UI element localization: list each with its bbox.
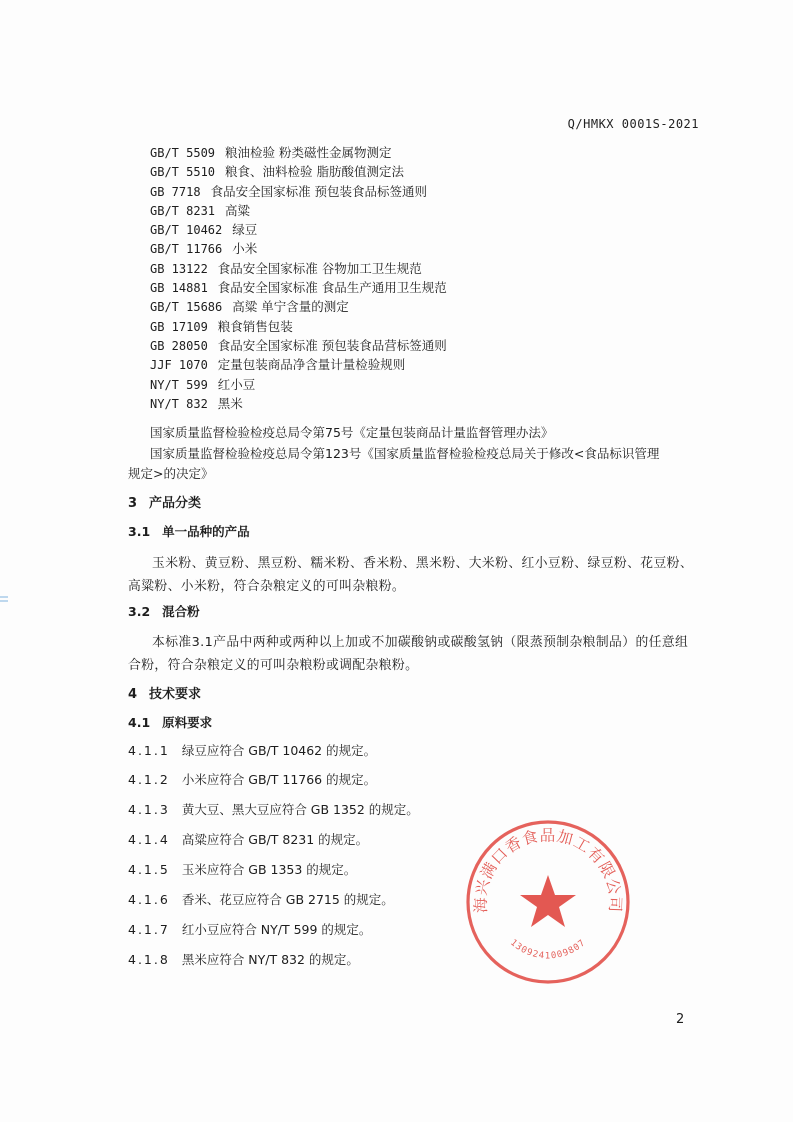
page-number: 2 bbox=[676, 1012, 685, 1027]
section-title: 单一品种的产品 bbox=[162, 524, 250, 539]
requirement-item bbox=[128, 741, 376, 759]
seal-number: 1309241009807 bbox=[508, 937, 588, 962]
section-3-2-paragraph: 本标准3.1产品中两种或两种以上加或不加碳酸钠或碳酸氢钠（限蒸预制杂粮制品）的任意组合粉，符合杂粮定义的可叫杂粮粉或调配杂粮粉。 bbox=[128, 635, 689, 673]
reference-code: GB 7718 bbox=[150, 184, 201, 199]
reference-title: 黑米 bbox=[217, 395, 243, 411]
reference-code: GB 17109 bbox=[150, 319, 208, 334]
reference-item bbox=[150, 317, 710, 336]
reference-item bbox=[150, 143, 710, 162]
requirement-text: 黑米应符合 NY/T 832 的规定。 bbox=[181, 952, 359, 967]
section-3-heading bbox=[128, 492, 201, 511]
requirement-item bbox=[128, 830, 368, 848]
reference-code: NY/T 832 bbox=[150, 396, 208, 411]
reference-item bbox=[150, 394, 710, 413]
reference-code: GB/T 8231 bbox=[150, 203, 216, 218]
margin-mark bbox=[0, 596, 8, 602]
reference-list bbox=[150, 143, 710, 413]
section-number: 4.1 bbox=[128, 715, 151, 730]
reference-title: 食品安全国家标准 预包装食品营标签通则 bbox=[217, 337, 447, 353]
requirement-number: 4.1.4 bbox=[128, 832, 170, 847]
requirement-text: 小米应符合 GB/T 11766 的规定。 bbox=[181, 772, 377, 787]
reference-item bbox=[150, 259, 710, 278]
reference-title: 食品安全国家标准 预包装食品标签通则 bbox=[210, 183, 428, 199]
reference-item bbox=[150, 355, 710, 374]
section-4-1-heading bbox=[128, 713, 212, 731]
section-number: 4 bbox=[128, 687, 138, 702]
section-number: 3.1 bbox=[128, 524, 151, 539]
reference-item bbox=[150, 162, 710, 181]
requirement-text: 玉米应符合 GB 1353 的规定。 bbox=[181, 862, 357, 877]
requirement-item bbox=[128, 890, 394, 908]
reference-item bbox=[150, 297, 710, 316]
requirement-number: 4.1.5 bbox=[128, 862, 170, 877]
section-3-1-paragraph: 玉米粉、黄豆粉、黑豆粉、糯米粉、香米粉、黑米粉、大米粉、红小豆粉、绿豆粉、花豆粉、高粱粉、小米粉，符合杂粮定义的可叫杂粮粉。 bbox=[128, 556, 694, 594]
reference-title: 高粱 单宁含量的测定 bbox=[232, 299, 349, 315]
reference-code: GB/T 5510 bbox=[150, 165, 216, 180]
seal-star-icon bbox=[520, 875, 576, 927]
reference-item bbox=[150, 201, 710, 220]
reference-item bbox=[150, 182, 710, 201]
requirement-text: 黄大豆、黑大豆应符合 GB 1352 的规定。 bbox=[181, 802, 419, 817]
section-title: 技术要求 bbox=[149, 687, 202, 702]
requirement-item bbox=[128, 800, 419, 818]
reference-item bbox=[150, 278, 710, 297]
reference-item bbox=[150, 220, 710, 239]
reference-code: GB/T 5509 bbox=[150, 146, 216, 160]
section-3-1-heading bbox=[128, 522, 250, 540]
requirement-number: 4.1.6 bbox=[128, 892, 170, 907]
reference-title: 高粱 bbox=[225, 202, 251, 218]
document-code: Q/HMKX 0001S-2021 bbox=[567, 117, 699, 131]
reference-code: JJF 1070 bbox=[150, 358, 208, 373]
reference-title: 食品安全国家标准 食品生产通用卫生规范 bbox=[217, 280, 447, 296]
reference-code: GB 13122 bbox=[150, 261, 208, 276]
decree-123 bbox=[128, 444, 708, 483]
section-number: 3.2 bbox=[128, 604, 151, 619]
reference-item bbox=[150, 336, 710, 355]
reference-code: GB/T 10462 bbox=[150, 223, 223, 238]
requirement-item bbox=[128, 920, 371, 938]
decree-123-line2: 规定>的决定》 bbox=[128, 465, 214, 481]
reference-code: GB/T 11766 bbox=[150, 242, 223, 257]
section-3-2-heading bbox=[128, 602, 200, 620]
decree-75 bbox=[128, 423, 708, 443]
reference-title: 粮食、油料检验 脂肪酸值测定法 bbox=[225, 164, 405, 180]
requirement-number: 4.1.2 bbox=[128, 772, 170, 787]
reference-title: 粮食销售包装 bbox=[217, 318, 293, 334]
section-4-heading bbox=[128, 683, 201, 702]
requirement-text: 红小豆应符合 NY/T 599 的规定。 bbox=[181, 922, 372, 937]
section-title: 原料要求 bbox=[162, 715, 213, 730]
reference-title: 定量包装商品净含量计量检验规则 bbox=[217, 357, 406, 373]
reference-title: 粮油检验 粉类磁性金属物测定 bbox=[225, 145, 392, 160]
reference-code: GB 14881 bbox=[150, 281, 208, 296]
requirement-text: 绿豆应符合 GB/T 10462 的规定。 bbox=[181, 743, 377, 758]
requirement-item bbox=[128, 860, 356, 878]
section-title: 产品分类 bbox=[149, 496, 202, 511]
seal-company-name: 海兴满口香食品加工有限公司 bbox=[471, 826, 625, 914]
requirement-item bbox=[128, 950, 359, 968]
requirement-number: 4.1.7 bbox=[128, 922, 170, 937]
reference-code: GB 28050 bbox=[150, 338, 208, 353]
company-seal bbox=[463, 817, 633, 987]
requirement-number: 4.1.3 bbox=[128, 802, 170, 817]
reference-code: NY/T 599 bbox=[150, 377, 208, 392]
requirement-text: 高粱应符合 GB/T 8231 的规定。 bbox=[181, 832, 369, 847]
requirement-item bbox=[128, 770, 376, 788]
requirement-number: 4.1.1 bbox=[128, 743, 170, 758]
reference-item bbox=[150, 239, 710, 258]
reference-title: 绿豆 bbox=[232, 222, 258, 238]
reference-title: 红小豆 bbox=[217, 376, 256, 392]
reference-title: 小米 bbox=[232, 241, 258, 257]
reference-title: 食品安全国家标准 谷物加工卫生规范 bbox=[217, 260, 422, 276]
decree-123-line1: 国家质量监督检验检疫总局令第123号《国家质量监督检验检疫总局关于修改<食品标识管理 bbox=[150, 446, 660, 461]
reference-code: GB/T 15686 bbox=[150, 300, 223, 315]
section-number: 3 bbox=[128, 496, 138, 511]
decree-75-text: 国家质量监督检验检疫总局令第75号《定量包装商品计量监督管理办法》 bbox=[150, 425, 554, 440]
requirement-text: 香米、花豆应符合 GB 2715 的规定。 bbox=[181, 892, 394, 907]
section-title: 混合粉 bbox=[162, 604, 200, 619]
reference-item bbox=[150, 375, 710, 394]
requirement-number: 4.1.8 bbox=[128, 952, 170, 967]
